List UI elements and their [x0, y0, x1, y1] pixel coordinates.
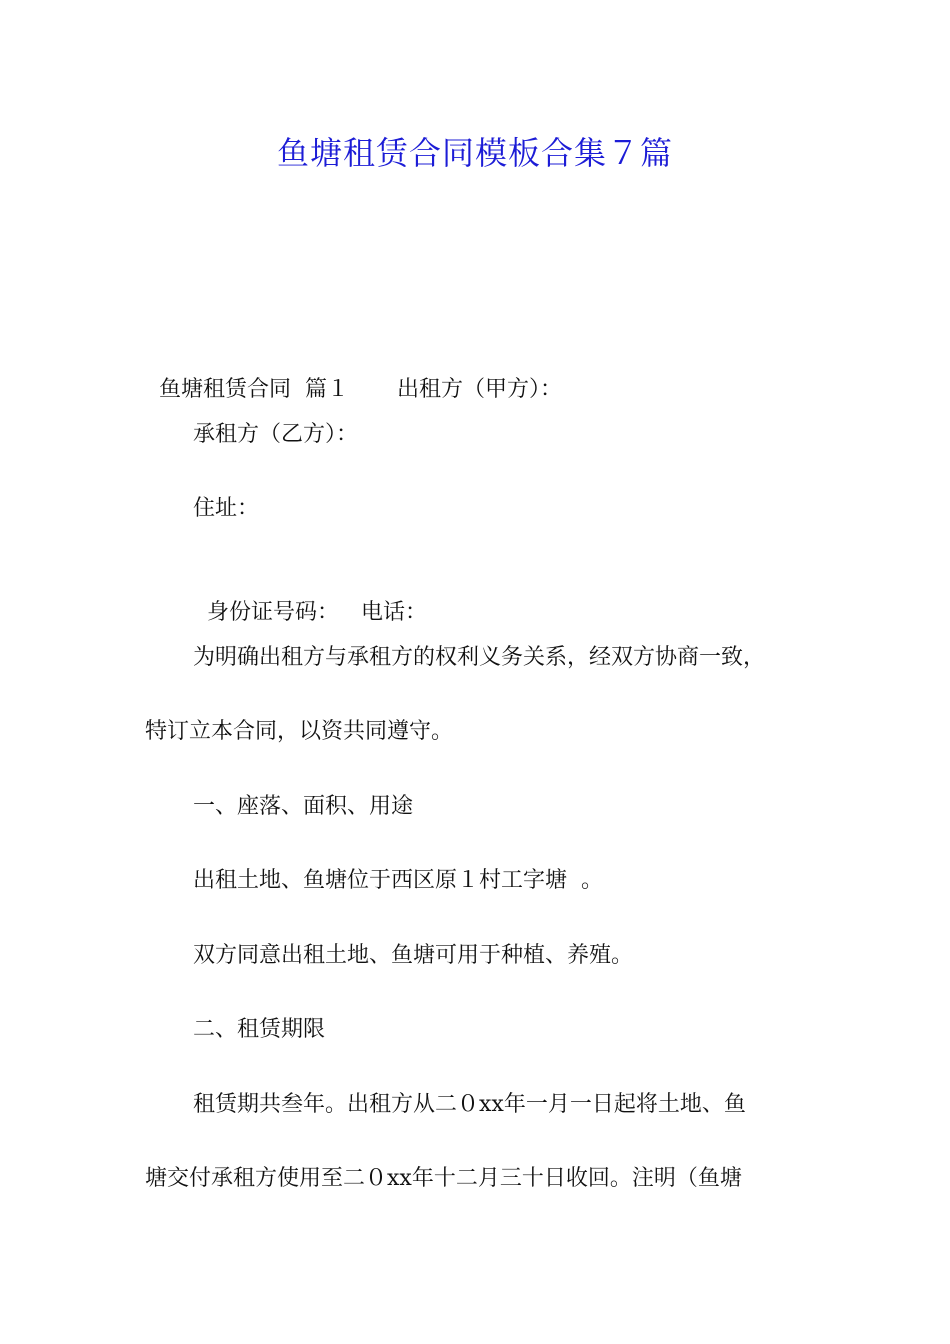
address-label: 住址：: [193, 496, 260, 521]
section1-location: 出租土地、鱼塘位于西区原１村工字塘 。: [193, 868, 603, 893]
id-phone-line: [193, 568, 427, 628]
lessee-label: 承租方（乙方）：: [193, 422, 359, 447]
section2-paragraph-line1: 租赁期共叁年。出租方从二０xx年一月一日起将土地、鱼: [193, 1092, 746, 1117]
first-line: [145, 345, 562, 405]
section2-heading: 二、租赁期限: [193, 1017, 326, 1042]
section2-paragraph-line2: 塘交付承租方使用至二０xx年十二月三十日收回。注明（鱼塘: [145, 1166, 742, 1191]
document-title: 鱼塘租赁合同模板合集７篇: [276, 134, 673, 172]
purpose-paragraph-line2: 特订立本合同，以资共同遵守。: [145, 719, 454, 744]
id-number-label: 身份证号码：: [207, 600, 340, 625]
phone-label: 电话：: [361, 600, 428, 625]
lessor-label: 出租方（甲方）：: [397, 377, 563, 402]
section-label: 鱼塘租赁合同 篇１: [159, 377, 349, 402]
section1-use: 双方同意出租土地、鱼塘可用于种植、养殖。: [193, 943, 634, 968]
purpose-paragraph-line1: 为明确出租方与承租方的权利义务关系，经双方协商一致，: [193, 645, 766, 670]
section1-heading: 一、座落、面积、用途: [193, 794, 414, 819]
